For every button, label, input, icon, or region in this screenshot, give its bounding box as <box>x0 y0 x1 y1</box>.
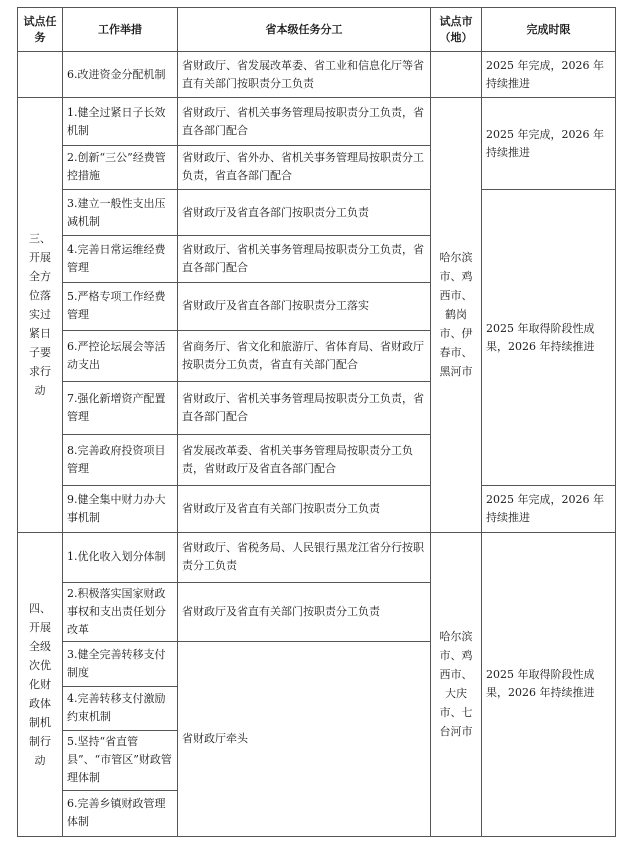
task-division-table <box>17 7 616 837</box>
measure-cell: 9.健全集中财力办大事机制 <box>63 486 178 532</box>
division-cell: 省财政厅、省发展改革委、省工业和信息化厅等省直有关部门按职责分工负责 <box>178 52 431 98</box>
table-header-row <box>18 8 616 52</box>
division-cell: 省财政厅牵头 <box>178 642 431 837</box>
measure-cell: 8.完善政府投资项目管理 <box>63 434 178 485</box>
division-cell: 省财政厅及省直各部门按职责分工落实 <box>178 282 431 330</box>
measure-cell: 3.建立一般性支出压减机制 <box>63 190 178 236</box>
division-cell: 省发展改革委、省机关事务管理局按职责分工负责，省财政厅及省直各部门配合 <box>178 434 431 485</box>
task-cell: 三、开展全方位落实过紧日子要求行动 <box>18 98 63 532</box>
table-row <box>18 52 616 98</box>
measure-cell: 4.完善转移支付激励约束机制 <box>63 686 178 730</box>
division-cell: 省财政厅及省直有关部门按职责分工负责 <box>178 486 431 532</box>
table-row <box>18 98 616 145</box>
time-cell: 2025 年完成，2026 年持续推进 <box>482 486 616 532</box>
header-division: 省本级任务分工 <box>178 8 431 52</box>
time-cell: 2025 年取得阶段性成果，2026 年持续推进 <box>482 190 616 486</box>
measure-cell: 6.改进资金分配机制 <box>63 52 178 98</box>
division-cell: 省财政厅及省直有关部门按职责分工负责 <box>178 582 431 641</box>
header-task: 试点任务 <box>18 8 63 52</box>
division-cell: 省财政厅及省直各部门按职责分工负责 <box>178 190 431 236</box>
header-measure: 工作举措 <box>63 8 178 52</box>
measure-cell: 1.优化收入划分体制 <box>63 532 178 582</box>
measure-cell: 2.创新“三公”经费管控措施 <box>63 145 178 189</box>
measure-cell: 5.严格专项工作经费管理 <box>63 282 178 330</box>
division-cell: 省商务厅、省文化和旅游厅、省体育局、省财政厅按职责分工负责，省直有关部门配合 <box>178 331 431 382</box>
measure-cell: 7.强化新增资产配置管理 <box>63 382 178 434</box>
city-cell: 哈尔滨市、鸡西市、鹤岗市、伊春市、黑河市 <box>431 98 482 532</box>
task-cell <box>18 52 63 98</box>
measure-cell: 1.健全过紧日子长效机制 <box>63 98 178 145</box>
city-cell <box>431 52 482 98</box>
measure-cell: 6.严控论坛展会等活动支出 <box>63 331 178 382</box>
time-cell: 2025 年取得阶段性成果，2026 年持续推进 <box>482 532 616 836</box>
city-cell: 哈尔滨市、鸡西市、大庆市、七台河市 <box>431 532 482 836</box>
measure-cell: 4.完善日常运维经费管理 <box>63 236 178 282</box>
division-cell: 省财政厅、省机关事务管理局按职责分工负责，省直各部门配合 <box>178 236 431 282</box>
table-row <box>18 190 616 236</box>
division-cell: 省财政厅、省机关事务管理局按职责分工负责，省直各部门配合 <box>178 382 431 434</box>
measure-cell: 2.积极落实国家财政事权和支出责任划分改革 <box>63 582 178 641</box>
division-cell: 省财政厅、省税务局、人民银行黑龙江省分行按职责分工负责 <box>178 532 431 582</box>
time-cell: 2025 年完成，2026 年持续推进 <box>482 98 616 190</box>
division-cell: 省财政厅、省外办、省机关事务管理局按职责分工负责，省直各部门配合 <box>178 145 431 189</box>
measure-cell: 3.健全完善转移支付制度 <box>63 642 178 686</box>
task-cell: 四、开展全级次优化财政体制机制行动 <box>18 532 63 836</box>
measure-cell: 5.坚持“省直管县”、“市管区”财政管理体制 <box>63 731 178 790</box>
measure-cell: 6.完善乡镇财政管理体制 <box>63 790 178 836</box>
division-cell: 省财政厅、省机关事务管理局按职责分工负责，省直各部门配合 <box>178 98 431 145</box>
time-cell: 2025 年完成，2026 年持续推进 <box>482 52 616 98</box>
table-row <box>18 486 616 532</box>
header-time: 完成时限 <box>482 8 616 52</box>
table-row <box>18 532 616 582</box>
header-city: 试点市（地） <box>431 8 482 52</box>
